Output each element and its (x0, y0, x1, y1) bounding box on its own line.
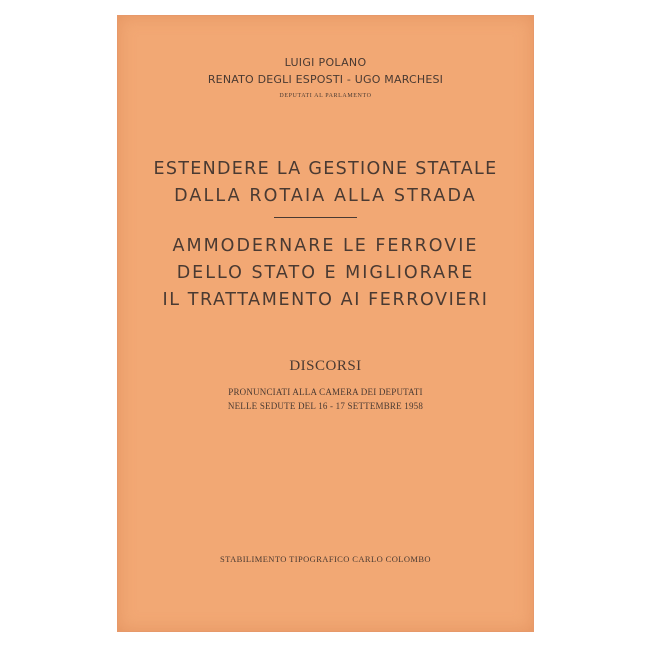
section-heading: DISCORSI (289, 358, 362, 374)
printer-imprint: STABILIMENTO TIPOGRAFICO CARLO COLOMBO (220, 554, 431, 564)
subtitle-line-2: DELLO STATO E MIGLIORARE (176, 263, 475, 283)
title-line-2: DALLA ROTAIA ALLA STRADA (174, 186, 477, 206)
description-line-2: NELLE SEDUTE DEL 16 - 17 SETTEMBRE 1958 (227, 401, 424, 411)
title-line-1: ESTENDERE LA GESTIONE STATALE (153, 159, 498, 179)
author-name: LUIGI POLANO (284, 56, 367, 69)
subtitle-line-3: IL TRATTAMENTO AI FERROVIERI (162, 290, 489, 310)
book-cover (117, 15, 534, 632)
description-line-1: PRONUNCIATI ALLA CAMERA DEI DEPUTATI (228, 387, 423, 397)
co-authors-names: RENATO DEGLI ESPOSTI - UGO MARCHESI (207, 73, 444, 86)
subtitle-line-1: AMMODERNARE LE FERROVIE (172, 236, 479, 256)
author-role: DEPUTATI AL PARLAMENTO (279, 93, 372, 99)
title-divider (274, 217, 357, 218)
